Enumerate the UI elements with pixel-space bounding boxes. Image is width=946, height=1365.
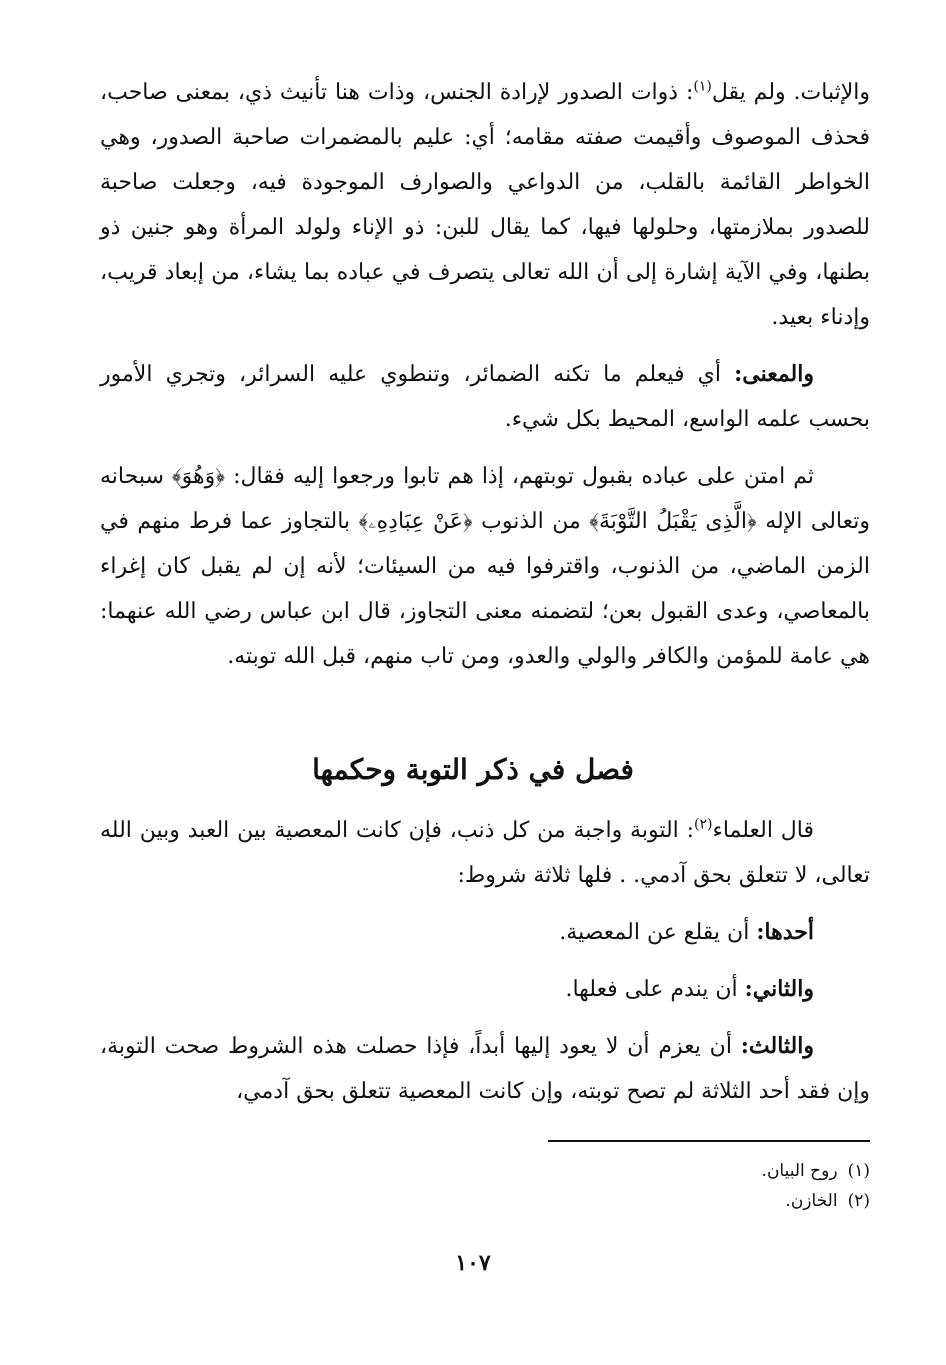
footnote-number: (٢): [847, 1191, 870, 1211]
footnote-text: الخازن.: [785, 1191, 838, 1211]
footnote-number: (١): [847, 1161, 870, 1181]
footnote-divider: [548, 1140, 870, 1142]
footnote-item: [370, 1186, 870, 1216]
paragraph-condition-first: [100, 910, 870, 955]
paragraph-meaning: [100, 352, 870, 442]
paragraph-text: أن يقلع عن المعصية.: [559, 920, 757, 945]
paragraph-text: أن يعزم أن لا يعود إليها أبداً، فإذا حصلت هذه الشروط صحت التوبة، وإن فقد أحد الثلاثة لم تصح توبته، وإن كانت المعصية تتعلق بحق آدمي،: [100, 1034, 870, 1104]
paragraph-lead-word: والمعنى:: [734, 361, 814, 387]
quran-quote: ﴿عَنْ عِبَادِهِۦ﴾: [358, 509, 473, 534]
footnote-reference-1[interactable]: (١): [693, 78, 712, 95]
section-text-block: [100, 808, 870, 1114]
footnote-text: روح البيان.: [761, 1161, 838, 1181]
paragraph-text: بالتجاوز عما فرط منهم في الزمن الماضي، من الذنوب، واقترفوا فيه من السيئات؛ لأنه إن لم يقبل كان إغراء بالمعاصي، وعدى القبول بعن؛ لتضمنه معنى التجاوز، قال ابن عباس رضي الله عنهما: هي عامة للمؤمن والكافر والولي والعدو، ومن تاب منهم، قبل الله توبته.: [100, 509, 870, 669]
quran-quote: ﴿الَّذِى يَقْبَلُ التَّوْبَةَ﴾: [589, 509, 757, 534]
paragraph-text: والإثبات. ولم يقل: [711, 80, 870, 105]
opening-text-block: [100, 70, 870, 679]
paragraph-text: : ذوات الصدور لإرادة الجنس، وذات هنا تأنيث ذي، بمعنى صاحب، فحذف الموصوف وأقيمت صفته مقامه؛ أي: عليم بالمضمرات صاحبة الصدور، وهي الخواطر القائمة بالقلب، من الدواعي والصوارف الموجودة فيه، وجعلت صاحبة للصدور بملازمتها، وحلولها فيها، كما يقال للبن: ذو الإناء ولولد المرأة وهو جنين ذو بطنها، وفي الآية إشارة إلى أن الله تعالى يتصرف في عباده بما يشاء، من إبعاد قريب، وإدناء بعيد.: [100, 80, 870, 330]
paragraph-text: : التوبة واجبة من كل ذنب، فإن كانت المعصية بين العبد وبين الله تعالى، لا تتعلق بحق آدمي. . فلها ثلاثة شروط:: [100, 818, 870, 888]
paragraph-lead-word: أحدها:: [756, 919, 814, 945]
paragraph-scholars-statement: [100, 808, 870, 898]
footnotes: [370, 1156, 870, 1216]
section-heading: فصل في ذكر التوبة وحكمها: [312, 753, 634, 786]
paragraph-text: من الذنوب: [472, 509, 590, 534]
paragraph-tafsir-continuation: [100, 70, 870, 340]
paragraph-text: سبحانه وتعالى الإله: [100, 464, 870, 534]
quran-quote: ﴿وَهُوَ﴾: [171, 464, 226, 489]
footnote-reference-2[interactable]: (٢): [694, 816, 713, 833]
paragraph-condition-third: [100, 1024, 870, 1114]
paragraph-lead-word: والثاني:: [744, 976, 814, 1002]
page-number: ١٠٧: [455, 1250, 491, 1276]
paragraph-text: ثم امتن على عباده بقبول توبتهم، إذا هم تابوا ورجعوا إليه فقال:: [225, 464, 814, 489]
paragraph-condition-second: [100, 967, 870, 1012]
paragraph-text: أن يندم على فعلها.: [565, 977, 745, 1002]
footnote-item: [370, 1156, 870, 1186]
paragraph-repentance-verse: [100, 454, 870, 679]
paragraph-text: قال العلماء: [712, 818, 814, 843]
paragraph-lead-word: والثالث:: [740, 1033, 814, 1059]
paragraph-text: أي فيعلم ما تكنه الضمائر، وتنطوي عليه السرائر، وتجري الأمور بحسب علمه الواسع، المحيط بكل شيء.: [100, 362, 870, 432]
